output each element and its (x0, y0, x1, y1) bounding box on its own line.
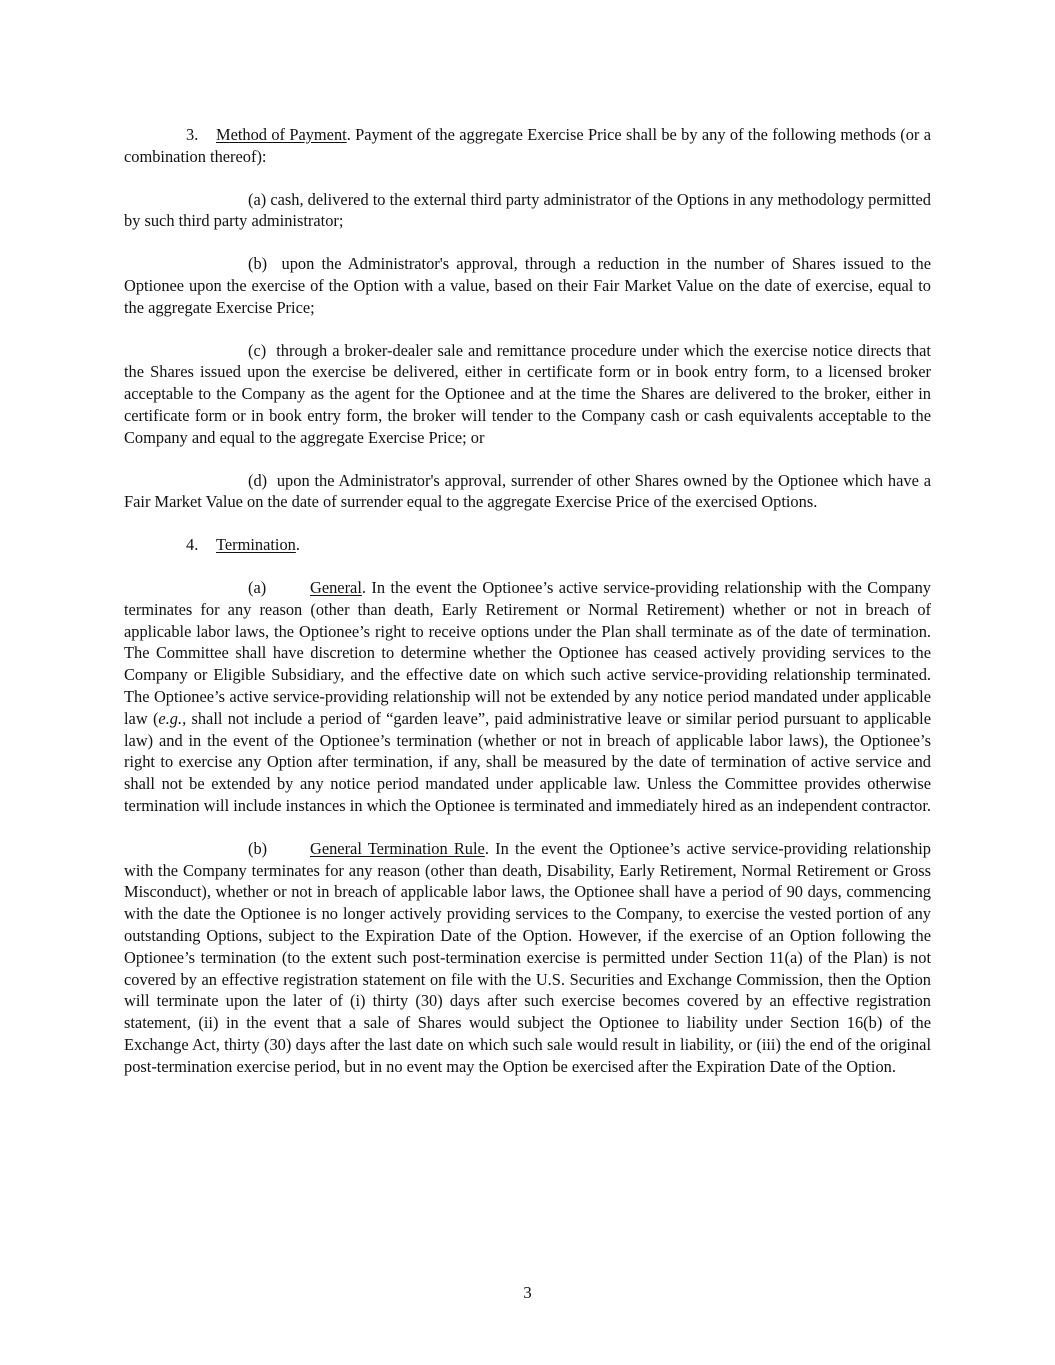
item-heading: General (310, 577, 362, 597)
item-heading: General Termination Rule (310, 838, 485, 858)
section-4-item-b (124, 838, 931, 1078)
item-text: through a broker-dealer sale and remittance procedure under which the exercise notice directs that the Shares issued upon the exercise be delivered, either in certificate form or in book entry form, to a licensed broker acceptable to the Company as the agent for the Optionee and at the time the Shares are delivered to the broker, either in certificate form or in book entry form, the broker will tender to the Company cash or cash equivalents acceptable to the Company and equal to the aggregate Exercise Price; or (124, 340, 931, 447)
section-3-item-d (124, 470, 931, 514)
item-text-before: . In the event the Optionee’s active service-providing relationship with the Company terminates for any reason (other than death, Early Retirement or Normal Retirement) whether or not in breach of applicable labor laws, the Optionee’s right to receive options under the Plan shall terminate as of the date of termination. The Committee shall have discretion to determine whether the Optionee has ceased actively providing services to the Company or Eligible Subsidiary, and the effective date on which such active service-providing relationship terminated. The Optionee’s active service-providing relationship will not be extended by any notice period mandated under applicable law ( (124, 577, 931, 728)
item-label: (a) (248, 577, 267, 597)
item-text: upon the Administrator's approval, surrender of other Shares owned by the Optionee which have a Fair Market Value on the date of surrender equal to the aggregate Exercise Price of the exercised Options. (124, 470, 931, 512)
item-label: (b) (248, 838, 268, 858)
section-4-heading: Termination (216, 535, 296, 555)
section-3-heading: Method of Payment (216, 125, 347, 144)
item-text: . In the event the Optionee’s active service-providing relationship with the Company terminates for any reason (other than death, Disability, Early Retirement, Normal Retirement or Gross Misconduct), whether or not in breach of applicable labor laws, the Optionee shall have a period of 90 days, commencing with the date the Optionee is no longer actively providing services to the Company, to exercise the vested portion of any outstanding Options, subject to the Expiration Date of the Option. However, if the exercise of an Option following the Optionee’s termination (to the extent such post-termination exercise is permitted under Section 11(a) of the Plan) is not covered by an effective registration statement on file with the U.S. Securities and Exchange Commission, then the Option will terminate upon the later of (i) thirty (30) days after such exercise becomes covered by an effective registration statement, (ii) in the event that a sale of Shares would subject the Optionee to liability under Section 16(b) of the Exchange Act, thirty (30) days after the last date on which such sale would result in liability, or (iii) the end of the original post-termination exercise period, but in no event may the Option be exercised after the Expiration Date of the Option. (124, 838, 931, 1076)
item-label: (d) (248, 470, 268, 490)
section-3-item-a (124, 189, 931, 233)
section-4-heading-suffix: . (295, 535, 300, 555)
document-page (124, 124, 931, 1098)
section-3-number: 3. (186, 125, 199, 144)
section-4-item-a (124, 577, 931, 817)
section-4-paragraph (124, 534, 931, 556)
item-text: cash, delivered to the external third party administrator of the Options in any methodology permitted by such third party administrator; (124, 189, 931, 231)
item-text-after: shall not include a period of “garden leave”, paid administrative leave or similar period pursuant to applicable law) and in the event of the Optionee’s termination (whether or not in breach of applicable labor laws), the Optionee’s right to exercise any Option after termination, if any, shall be measured by the date of termination of active service and shall not be extended by any notice period mandated under applicable law. Unless the Committee provides otherwise termination will include instances in which the Optionee is terminated and immediately hired as an independent contractor. (124, 708, 931, 815)
section-3-item-c (124, 340, 931, 449)
section-3-intro: . Payment of the aggregate Exercise Price shall be by any of the following methods (or a combination thereof): (124, 125, 931, 166)
section-4-number: 4. (186, 535, 199, 555)
item-italic: e.g., (158, 708, 187, 728)
section-3-paragraph (124, 124, 931, 168)
section-3-item-b (124, 253, 931, 318)
page-number: 3 (523, 1283, 532, 1302)
item-label: (b) (248, 254, 268, 274)
item-text: upon the Administrator's approval, through a reduction in the number of Shares issued to the Optionee upon the exercise of the Option with a value, based on their Fair Market Value on the date of exercise, equal to the aggregate Exercise Price; (124, 254, 931, 317)
item-label: (a) (248, 189, 267, 209)
item-label: (c) (248, 340, 267, 360)
